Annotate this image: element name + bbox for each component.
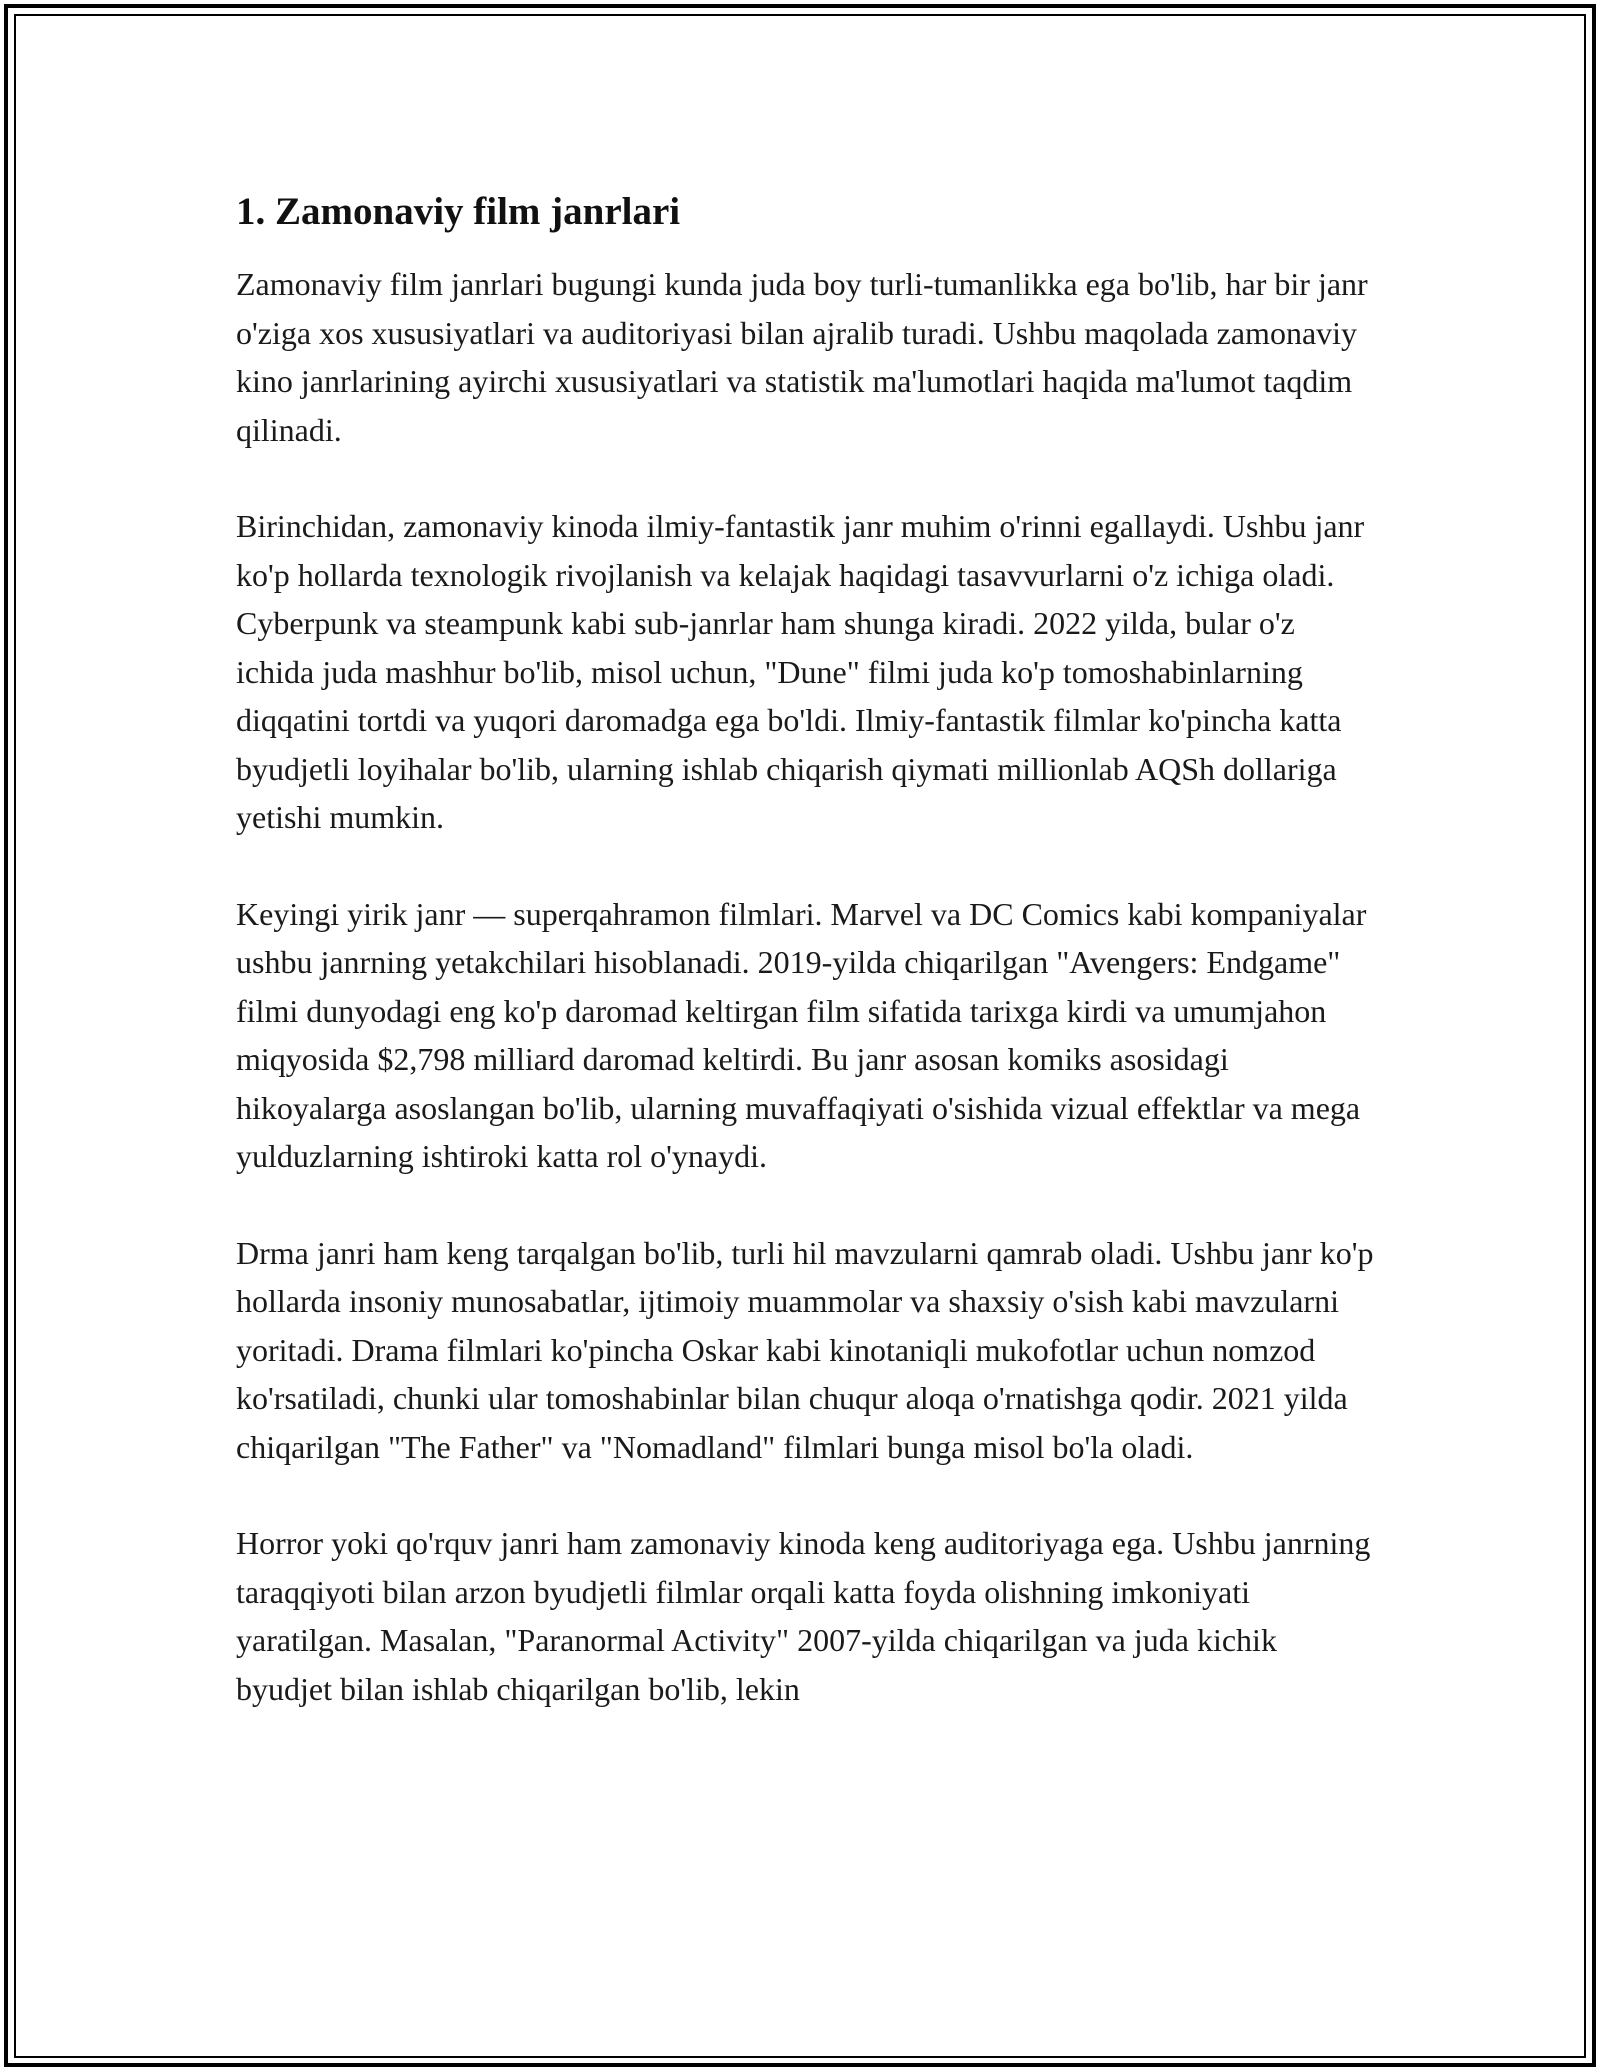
paragraph-horror: Horror yoki qo'rquv janri ham zamonaviy kinoda keng auditoriyaga ega. Ushbu janrning taraqqiyoti bilan arzon byudjetli filmlar orqali katta foyda olishning imkoniyati yaratilgan. Masalan, "Paranormal Activity" 2007-yilda chiqarilgan va juda kichik byudjet bilan ishlab chiqarilgan bo'lib, lekin: [236, 1525, 1371, 1707]
paragraph-sci-fi: Birinchidan, zamonaviy kinoda ilmiy-fantastik janr muhim o'rinni egallaydi. Ushbu janr ko'p hollarda texnologik rivojlanish va kelajak haqidagi tasavvurlarni o'z ichiga oladi. Cyberpunk va steampunk kabi sub-janrlar ham shunga kiradi. 2022 yilda, bular o'z ichida juda mashhur bo'lib, misol uchun, "Dune" filmi juda ko'p tomoshabinlarning diqqatini tortdi va yuqori daromadga ega bo'ldi. Ilmiy-fantastik filmlar ko'pincha katta byudjetli loyihalar bo'lib, ularning ishlab chiqarish qiymati millionlab AQSh dollariga yetishi mumkin.: [236, 508, 1365, 835]
document-body: [236, 188, 1376, 1761]
paragraph-drama: Drma janri ham keng tarqalgan bo'lib, turli hil mavzularni qamrab oladi. Ushbu janr ko'p hollarda insoniy munosabatlar, ijtimoiy muammolar va shaxsiy o'sish kabi mavzularni yoritadi. Drama filmlari ko'pincha Oskar kabi kinotaniqli mukofotlar uchun nomzod ko'rsatiladi, chunki ular tomoshabinlar bilan chuqur aloqa o'rnatishga qodir. 2021 yilda chiqarilgan "The Father" va "Nomadland" filmlari bunga misol bo'la oladi.: [236, 1234, 1374, 1465]
section-heading: 1. Zamonaviy film janrlari: [236, 190, 681, 233]
paragraph-intro: Zamonaviy film janrlari bugungi kunda juda boy turli-tumanlikka ega bo'lib, har bir janr o'ziga xos xususiyatlari va auditoriyasi bilan ajralib turadi. Ushbu maqolada zamonaviy kino janrlarining ayirchi xususiyatlari va statistik ma'lumotlari haqida ma'lumot taqdim qilinadi.: [236, 266, 1368, 448]
paragraph-superhero: Keyingi yirik janr — superqahramon filmlari. Marvel va DC Comics kabi kompaniyalar ushbu janrning yetakchilari hisoblanadi. 2019-yilda chiqarilgan "Avengers: Endgame" filmi dunyodagi eng ko'p daromad keltirgan film sifatida tarixga kirdi va umumjahon miqyosida $2,798 milliard daromad keltirdi. Bu janr asosan komiks asosidagi hikoyalarga asoslangan bo'lib, ularning muvaffaqiyati o'sishida vizual effektlar va mega yulduzlarning ishtiroki katta rol o'ynaydi.: [236, 895, 1367, 1174]
